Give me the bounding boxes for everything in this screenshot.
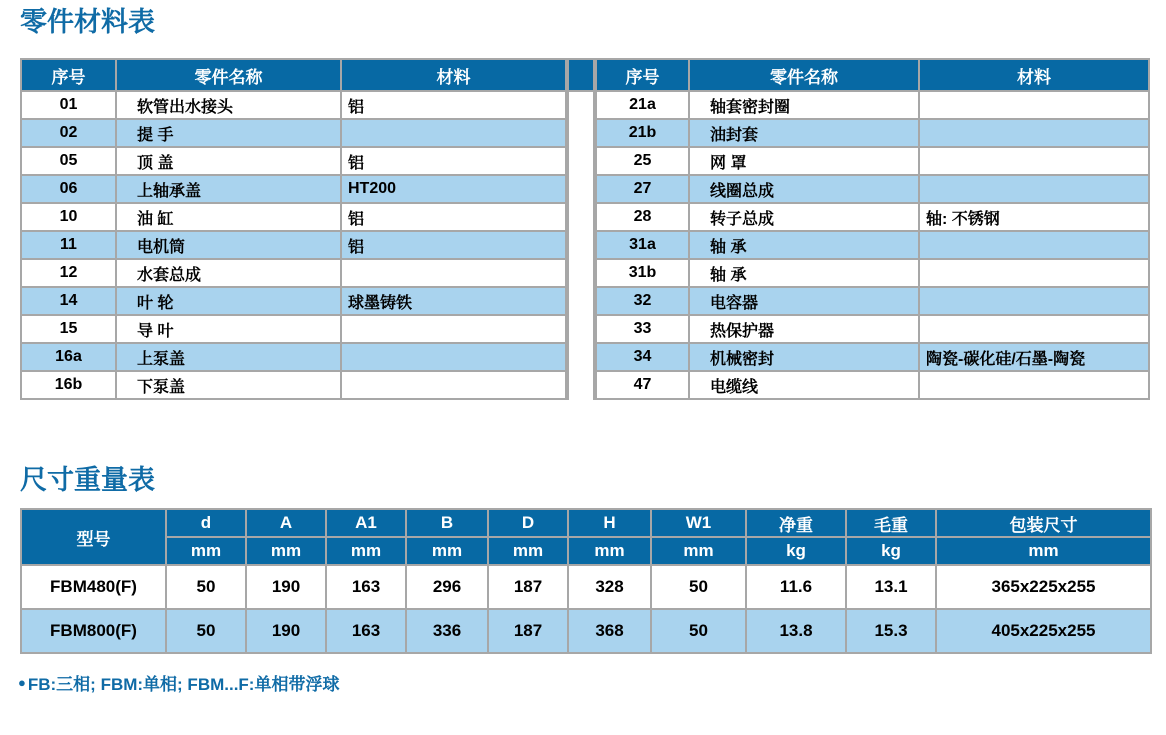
parts-right-header-row bbox=[596, 59, 1149, 91]
cell-value: 163 bbox=[326, 565, 406, 609]
cell-part-material: 球墨铸铁 bbox=[341, 287, 566, 315]
cell-value: 13.1 bbox=[846, 565, 936, 609]
cell-part-material: 轴: 不锈钢 bbox=[919, 203, 1149, 231]
table-row bbox=[21, 343, 566, 371]
cell-part-name: 顶 盖 bbox=[116, 147, 341, 175]
cell-value: 13.8 bbox=[746, 609, 846, 653]
cell-part-material: 铝 bbox=[341, 91, 566, 119]
cell-value: 190 bbox=[246, 565, 326, 609]
cell-part-no: 02 bbox=[21, 119, 116, 147]
col-header-name: 零件名称 bbox=[116, 59, 341, 91]
parts-left-header-row bbox=[21, 59, 566, 91]
table-row bbox=[596, 315, 1149, 343]
cell-part-material bbox=[919, 147, 1149, 175]
col-header: H bbox=[568, 509, 651, 537]
cell-part-material bbox=[341, 119, 566, 147]
col-header: 净重 bbox=[746, 509, 846, 537]
cell-part-no: 05 bbox=[21, 147, 116, 175]
table-row bbox=[21, 287, 566, 315]
col-header: W1 bbox=[651, 509, 746, 537]
col-header-no: 序号 bbox=[596, 59, 689, 91]
cell-value: 11.6 bbox=[746, 565, 846, 609]
table-row bbox=[21, 147, 566, 175]
cell-part-material bbox=[341, 371, 566, 399]
table-row bbox=[596, 119, 1149, 147]
cell-part-material bbox=[919, 287, 1149, 315]
cell-part-material: 铝 bbox=[341, 147, 566, 175]
footnote-text: FB:三相; FBM:单相; FBM...F:单相带浮球 bbox=[27, 675, 340, 694]
parts-table-title: 零件材料表 bbox=[20, 7, 155, 37]
parts-tables-section bbox=[20, 58, 1150, 400]
cell-part-no: 11 bbox=[21, 231, 116, 259]
col-header: d bbox=[166, 509, 246, 537]
table-row bbox=[596, 371, 1149, 399]
parts-left-body bbox=[21, 91, 566, 399]
cell-part-name: 转子总成 bbox=[689, 203, 919, 231]
cell-model: FBM480(F) bbox=[21, 565, 166, 609]
table-row bbox=[596, 343, 1149, 371]
cell-part-no: 21a bbox=[596, 91, 689, 119]
cell-part-material: 铝 bbox=[341, 231, 566, 259]
table-row bbox=[596, 259, 1149, 287]
cell-value: 187 bbox=[488, 565, 568, 609]
table-row bbox=[21, 259, 566, 287]
col-header-name: 零件名称 bbox=[689, 59, 919, 91]
cell-part-name: 水套总成 bbox=[116, 259, 341, 287]
cell-part-material bbox=[919, 231, 1149, 259]
cell-part-name: 上泵盖 bbox=[116, 343, 341, 371]
cell-value: 187 bbox=[488, 609, 568, 653]
cell-part-name: 轴 承 bbox=[689, 259, 919, 287]
cell-part-material bbox=[919, 175, 1149, 203]
cell-value: 365x225x255 bbox=[936, 565, 1151, 609]
cell-part-no: 32 bbox=[596, 287, 689, 315]
cell-value: 328 bbox=[568, 565, 651, 609]
cell-part-material bbox=[919, 371, 1149, 399]
cell-part-no: 01 bbox=[21, 91, 116, 119]
table-row bbox=[596, 91, 1149, 119]
table-row bbox=[21, 371, 566, 399]
cell-part-name: 线圈总成 bbox=[689, 175, 919, 203]
table-row bbox=[21, 119, 566, 147]
col-header-material: 材料 bbox=[341, 59, 566, 91]
cell-part-name: 导 叶 bbox=[116, 315, 341, 343]
cell-part-name: 电机筒 bbox=[116, 231, 341, 259]
cell-value: 163 bbox=[326, 609, 406, 653]
cell-value: 50 bbox=[166, 565, 246, 609]
col-unit: mm bbox=[651, 537, 746, 565]
cell-part-name: 下泵盖 bbox=[116, 371, 341, 399]
col-unit: mm bbox=[568, 537, 651, 565]
cell-part-name: 软管出水接头 bbox=[116, 91, 341, 119]
table-row bbox=[21, 91, 566, 119]
col-unit: mm bbox=[326, 537, 406, 565]
col-unit: kg bbox=[746, 537, 846, 565]
col-unit: mm bbox=[406, 537, 488, 565]
cell-value: 336 bbox=[406, 609, 488, 653]
cell-part-no: 33 bbox=[596, 315, 689, 343]
cell-part-no: 15 bbox=[21, 315, 116, 343]
parts-right-body bbox=[596, 91, 1149, 399]
parts-table-left bbox=[20, 58, 567, 400]
cell-part-material bbox=[341, 259, 566, 287]
table-row bbox=[596, 203, 1149, 231]
cell-part-no: 34 bbox=[596, 343, 689, 371]
cell-part-no: 16b bbox=[21, 371, 116, 399]
table-row bbox=[596, 147, 1149, 175]
cell-part-name: 轴套密封圈 bbox=[689, 91, 919, 119]
col-header: A bbox=[246, 509, 326, 537]
table-row bbox=[596, 231, 1149, 259]
cell-part-name: 热保护器 bbox=[689, 315, 919, 343]
cell-part-no: 31b bbox=[596, 259, 689, 287]
cell-part-no: 21b bbox=[596, 119, 689, 147]
cell-value: 50 bbox=[651, 565, 746, 609]
cell-part-material bbox=[919, 91, 1149, 119]
cell-part-material bbox=[919, 315, 1149, 343]
dimension-table-title: 尺寸重量表 bbox=[20, 465, 155, 495]
table-row bbox=[21, 315, 566, 343]
cell-part-no: 25 bbox=[596, 147, 689, 175]
cell-part-no: 47 bbox=[596, 371, 689, 399]
cell-part-name: 油 缸 bbox=[116, 203, 341, 231]
table-row bbox=[21, 175, 566, 203]
col-unit: mm bbox=[246, 537, 326, 565]
cell-part-name: 油封套 bbox=[689, 119, 919, 147]
table-row bbox=[21, 609, 1151, 653]
cell-value: 190 bbox=[246, 609, 326, 653]
col-header-model: 型号 bbox=[21, 509, 166, 565]
dim-header-row bbox=[21, 509, 1151, 537]
cell-part-name: 叶 轮 bbox=[116, 287, 341, 315]
cell-part-name: 电缆线 bbox=[689, 371, 919, 399]
cell-part-material bbox=[919, 259, 1149, 287]
cell-part-no: 12 bbox=[21, 259, 116, 287]
col-unit: mm bbox=[166, 537, 246, 565]
col-header: D bbox=[488, 509, 568, 537]
col-header-material: 材料 bbox=[919, 59, 1149, 91]
cell-part-no: 16a bbox=[21, 343, 116, 371]
dimension-weight-table bbox=[20, 508, 1152, 654]
footnote bbox=[18, 670, 1166, 695]
cell-part-name: 上轴承盖 bbox=[116, 175, 341, 203]
table-spacer-header bbox=[569, 60, 593, 92]
col-header: A1 bbox=[326, 509, 406, 537]
cell-part-name: 轴 承 bbox=[689, 231, 919, 259]
cell-part-no: 27 bbox=[596, 175, 689, 203]
cell-part-name: 电容器 bbox=[689, 287, 919, 315]
parts-table-right bbox=[595, 58, 1150, 400]
cell-value: 50 bbox=[651, 609, 746, 653]
cell-part-no: 31a bbox=[596, 231, 689, 259]
table-row bbox=[21, 231, 566, 259]
cell-part-material: 陶瓷-碳化硅/石墨-陶瓷 bbox=[919, 343, 1149, 371]
cell-part-name: 机械密封 bbox=[689, 343, 919, 371]
col-unit: mm bbox=[488, 537, 568, 565]
col-header: B bbox=[406, 509, 488, 537]
dim-unit-row bbox=[21, 537, 1151, 565]
cell-part-no: 14 bbox=[21, 287, 116, 315]
cell-value: 368 bbox=[568, 609, 651, 653]
cell-value: 405x225x255 bbox=[936, 609, 1151, 653]
table-row bbox=[596, 175, 1149, 203]
cell-model: FBM800(F) bbox=[21, 609, 166, 653]
table-row bbox=[21, 203, 566, 231]
cell-part-no: 06 bbox=[21, 175, 116, 203]
cell-part-name: 网 罩 bbox=[689, 147, 919, 175]
cell-part-material bbox=[919, 119, 1149, 147]
cell-part-no: 28 bbox=[596, 203, 689, 231]
cell-value: 15.3 bbox=[846, 609, 936, 653]
cell-part-name: 提 手 bbox=[116, 119, 341, 147]
col-unit: kg bbox=[846, 537, 936, 565]
col-unit: mm bbox=[936, 537, 1151, 565]
cell-value: 50 bbox=[166, 609, 246, 653]
cell-part-material: HT200 bbox=[341, 175, 566, 203]
table-row bbox=[596, 287, 1149, 315]
col-header: 包装尺寸 bbox=[936, 509, 1151, 537]
col-header: 毛重 bbox=[846, 509, 936, 537]
cell-part-material bbox=[341, 343, 566, 371]
bullet-icon: ● bbox=[18, 675, 26, 690]
cell-value: 296 bbox=[406, 565, 488, 609]
cell-part-no: 10 bbox=[21, 203, 116, 231]
table-spacer bbox=[567, 58, 595, 400]
cell-part-material bbox=[341, 315, 566, 343]
cell-part-material: 铝 bbox=[341, 203, 566, 231]
col-header-no: 序号 bbox=[21, 59, 116, 91]
table-row bbox=[21, 565, 1151, 609]
